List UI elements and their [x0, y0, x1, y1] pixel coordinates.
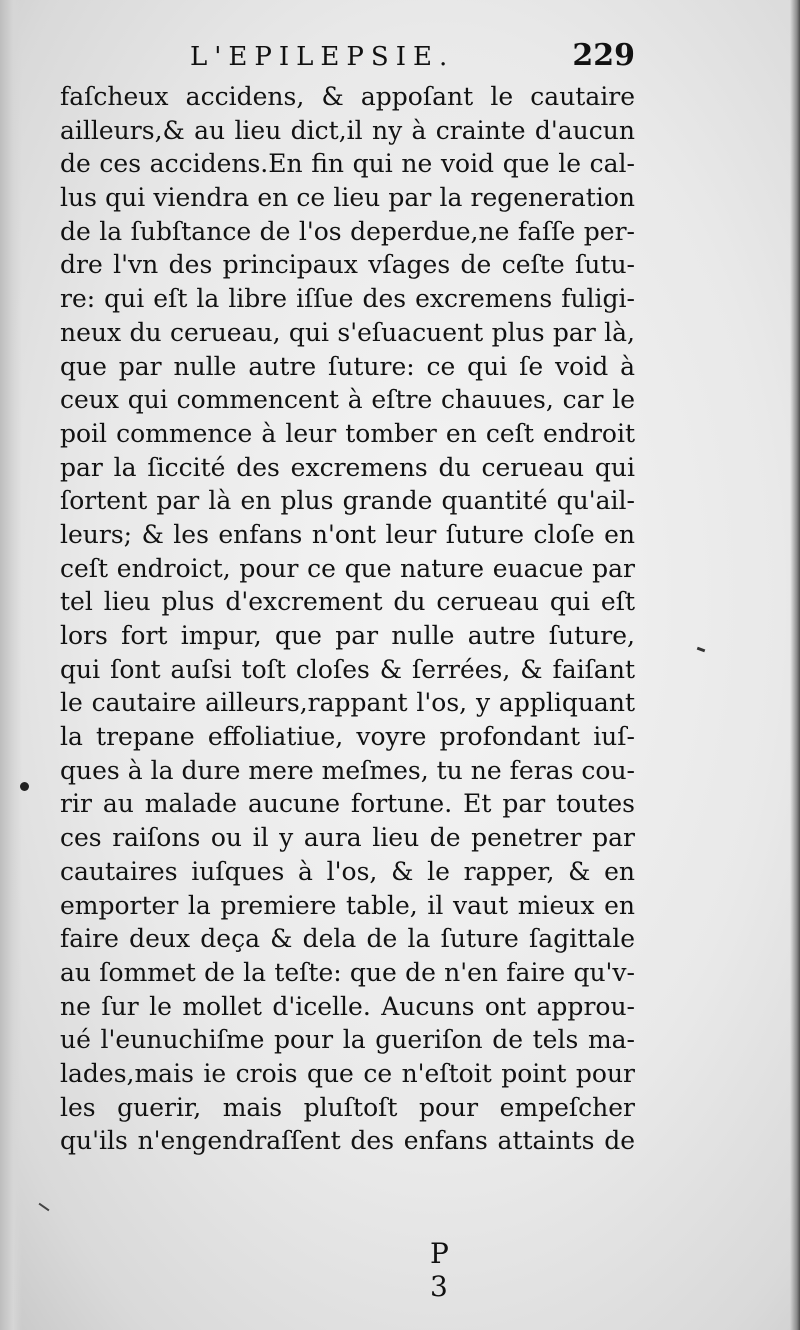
text-line: au ſommet de la teſte: que de n'en faire qu'v-: [60, 957, 635, 987]
text-line: de la ſubſtance de l'os deperdue,ne faſſe per-: [60, 216, 635, 246]
running-head: L'EPILEPSIE.: [190, 42, 455, 72]
text-line: lus qui viendra en ce lieu par la regeneration: [60, 183, 635, 213]
text-line: ceſt endroict, pour ce que nature euacue par: [60, 553, 635, 583]
text-line: re: qui eſt la libre iſſue des excremens fuligi-: [60, 284, 635, 314]
text-line: tel lieu plus d'excrement du cerueau qui eſt: [60, 587, 635, 617]
text-line: neux du cerueau, qui s'eſuacuent plus par là,: [60, 317, 635, 347]
body-text: [60, 80, 635, 1158]
text-line: ne ſur le mollet d'icelle. Aucuns ont approu-: [60, 991, 635, 1021]
text-line: les guerir, mais pluſtoſt pour empeſcher: [60, 1092, 635, 1122]
text-line: lades,mais ie crois que ce n'eſtoit point pour: [60, 1058, 635, 1088]
text-line: faſcheux accidens, & appoſant le cautaire: [60, 82, 635, 111]
text-line: faire deux deça & dela de la ſuture ſagittale: [60, 924, 635, 954]
text-line: la trepane effoliatiue, voyre profondant iuſ-: [60, 722, 635, 752]
margin-ink-mark: [697, 647, 706, 653]
text-line: emporter la premiere table, il vaut mieux en: [60, 890, 635, 920]
text-line: ques à la dure mere meſmes, tu ne feras cou-: [60, 755, 635, 785]
text-line: ſortent par là en plus grande quantité qu'ail-: [60, 486, 635, 516]
text-line: lors fort impur, que par nulle autre ſuture,: [60, 621, 635, 650]
page-header: [60, 38, 635, 82]
text-line: poil commence à leur tomber en ceſt endroit: [60, 418, 635, 448]
text-line: qui ſont auſsi toſt cloſes & ſerrées, & faiſant: [60, 654, 635, 684]
page-number: 229: [572, 38, 635, 73]
text-line: ué l'eunuchiſme pour la gueriſon de tels ma-: [60, 1025, 635, 1055]
signature-mark: P 3: [430, 1237, 471, 1303]
text-line: par la ſiccité des excremens du cerueau qui: [60, 452, 635, 482]
text-line: leurs; & les enfans n'ont leur ſuture cloſe en: [60, 519, 635, 549]
margin-ink-dot: [20, 782, 29, 791]
text-line: que par nulle autre ſuture: ce qui ſe void à: [60, 351, 635, 381]
text-line: rir au malade aucune fortune. Et par toutes: [60, 789, 635, 819]
text-line: ces raiſons ou il y aura lieu de penetrer par: [60, 823, 635, 853]
text-line: dre l'vn des principaux vſages de ceſte ſutu-: [60, 250, 635, 280]
text-line: ceux qui commencent à eſtre chauues, car le: [60, 385, 635, 415]
text-line: qu'ils n'engendraſſent des enfans attaints de: [60, 1126, 635, 1156]
page-edge-shadow: [790, 0, 800, 1330]
margin-ink-mark: [39, 1203, 50, 1212]
text-line: le cautaire ailleurs,rappant l'os, y appliquant: [60, 688, 635, 718]
page-gutter-shadow: [0, 0, 22, 1330]
text-line: cautaires iuſques à l'os, & le rapper, & en: [60, 856, 635, 886]
text-line: de ces accidens.En fin qui ne void que le cal-: [60, 149, 635, 179]
text-line: ailleurs,& au lieu dict,il ny à crainte d'aucun: [60, 115, 635, 145]
